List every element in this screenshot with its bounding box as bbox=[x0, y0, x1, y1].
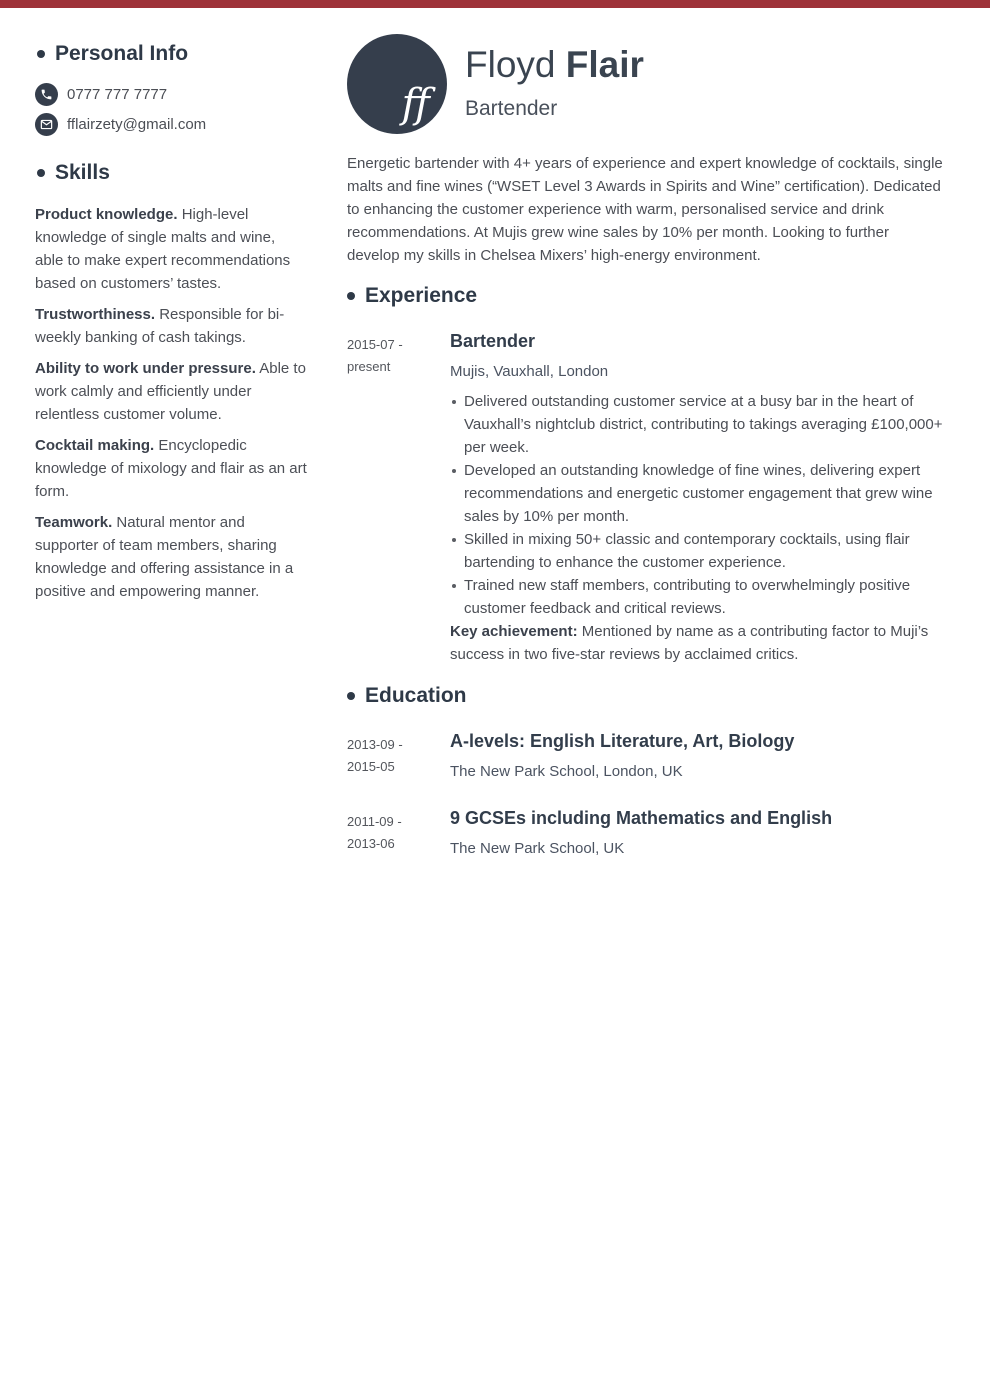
skill-name: Trustworthiness. bbox=[35, 305, 156, 323]
full-name bbox=[465, 44, 644, 87]
experience-bullet: Trained new staff members, contributing to overwhelmingly positive customer feedback and critical reviews. bbox=[450, 574, 945, 620]
entry-body bbox=[450, 730, 945, 790]
skill-name: Ability to work under pressure. bbox=[35, 359, 256, 377]
date-start: 2015-07 - bbox=[347, 337, 403, 353]
entry-title: Bartender bbox=[450, 331, 536, 352]
education-heading bbox=[347, 683, 945, 709]
section-bullet-icon bbox=[347, 292, 355, 300]
email-row bbox=[35, 113, 307, 136]
skill-item bbox=[35, 511, 307, 603]
personal-info-heading bbox=[37, 41, 307, 67]
skills-heading bbox=[37, 160, 307, 186]
skill-item bbox=[35, 203, 307, 295]
skill-item bbox=[35, 434, 307, 503]
skill-description: Able to work calmly and efficiently under relentless customer volume. bbox=[35, 359, 306, 423]
education-entry bbox=[347, 730, 945, 790]
experience-entry bbox=[347, 330, 945, 666]
professional-summary: Energetic bartender with 4+ years of experience and expert knowledge of cocktails, single malts and fine wines (“WSET Level 3 Awards in Spirits and Wine” certification). Dedicated to enhancing the customer experience with warm, personalised service and drink recommendations. At Mujis grew wine sales by 10% per month. Looking to further develop my skills in Chelsea Mixers’ high-energy environment. bbox=[347, 155, 943, 264]
experience-heading-label: Experience bbox=[365, 284, 478, 307]
first-name: Floyd bbox=[465, 44, 556, 85]
skills-heading-label: Skills bbox=[55, 161, 110, 185]
entry-dates bbox=[347, 730, 433, 790]
main-column bbox=[347, 34, 945, 884]
entry-body bbox=[450, 330, 945, 666]
experience-bullet: Skilled in mixing 50+ classic and contemporary cocktails, using flair bartending to enhance the customer experience. bbox=[450, 528, 945, 574]
email-icon bbox=[35, 113, 58, 136]
entry-title: A-levels: English Literature, Art, Biology bbox=[450, 731, 795, 752]
experience-heading bbox=[347, 283, 945, 309]
top-accent-bar bbox=[0, 0, 990, 8]
last-name: Flair bbox=[565, 44, 644, 85]
education-entry bbox=[347, 807, 945, 867]
avatar bbox=[347, 34, 447, 134]
job-title: Bartender bbox=[465, 96, 558, 120]
skill-description: Natural mentor and supporter of team members, sharing knowledge and offering assistance in a positive and empowering manner. bbox=[35, 513, 294, 600]
key-achievement bbox=[450, 620, 945, 666]
entry-organization: Mujis, Vauxhall, London bbox=[450, 362, 609, 380]
skill-description: High-level knowledge of single malts and wine, able to make expert recommendations based on customers’ tastes. bbox=[35, 205, 291, 292]
experience-bullet-list bbox=[450, 390, 945, 620]
skill-name: Teamwork. bbox=[35, 513, 113, 531]
date-end: 2013-06 bbox=[347, 836, 395, 852]
email-address: fflairzety@gmail.com bbox=[67, 116, 207, 134]
section-bullet-icon bbox=[347, 692, 355, 700]
phone-row bbox=[35, 83, 307, 106]
entry-title: 9 GCSEs including Mathematics and English bbox=[450, 808, 833, 829]
entry-dates bbox=[347, 807, 433, 867]
skill-description: Responsible for bi-weekly banking of cash takings. bbox=[35, 305, 285, 346]
entry-organization: The New Park School, London, UK bbox=[450, 762, 683, 780]
personal-info-heading-label: Personal Info bbox=[55, 42, 189, 65]
initials-monogram: ff bbox=[401, 81, 430, 127]
date-start: 2011-09 - bbox=[347, 814, 402, 830]
name-block bbox=[465, 34, 644, 121]
skill-item bbox=[35, 303, 307, 349]
date-start: 2013-09 - bbox=[347, 737, 403, 753]
entry-organization: The New Park School, UK bbox=[450, 839, 625, 857]
education-heading-label: Education bbox=[365, 684, 467, 708]
entry-dates bbox=[347, 330, 433, 666]
section-bullet-icon bbox=[37, 50, 45, 58]
skill-description: Encyclopedic knowledge of mixology and flair as an art form. bbox=[35, 436, 307, 500]
sidebar bbox=[35, 41, 307, 611]
key-achievement-text: Mentioned by name as a contributing factor to Muji’s success in two five-star reviews by acclaimed critics. bbox=[450, 623, 929, 664]
experience-bullet: Developed an outstanding knowledge of fine wines, delivering expert recommendations and energetic customer engagement that grew wine sales by 10% per month. bbox=[450, 459, 945, 528]
phone-number: 0777 777 7777 bbox=[67, 86, 168, 104]
header bbox=[347, 34, 945, 134]
entry-body bbox=[450, 807, 945, 867]
key-achievement-label: Key achievement: bbox=[450, 623, 578, 641]
date-end: 2015-05 bbox=[347, 759, 395, 775]
skill-name: Product knowledge. bbox=[35, 205, 178, 223]
date-end: present bbox=[347, 359, 391, 375]
skill-item bbox=[35, 357, 307, 426]
experience-bullet: Delivered outstanding customer service at a busy bar in the heart of Vauxhall’s nightclub district, contributing to takings averaging £100,000+ per week. bbox=[450, 390, 945, 459]
phone-icon bbox=[35, 83, 58, 106]
section-bullet-icon bbox=[37, 169, 45, 177]
skill-name: Cocktail making. bbox=[35, 436, 155, 454]
